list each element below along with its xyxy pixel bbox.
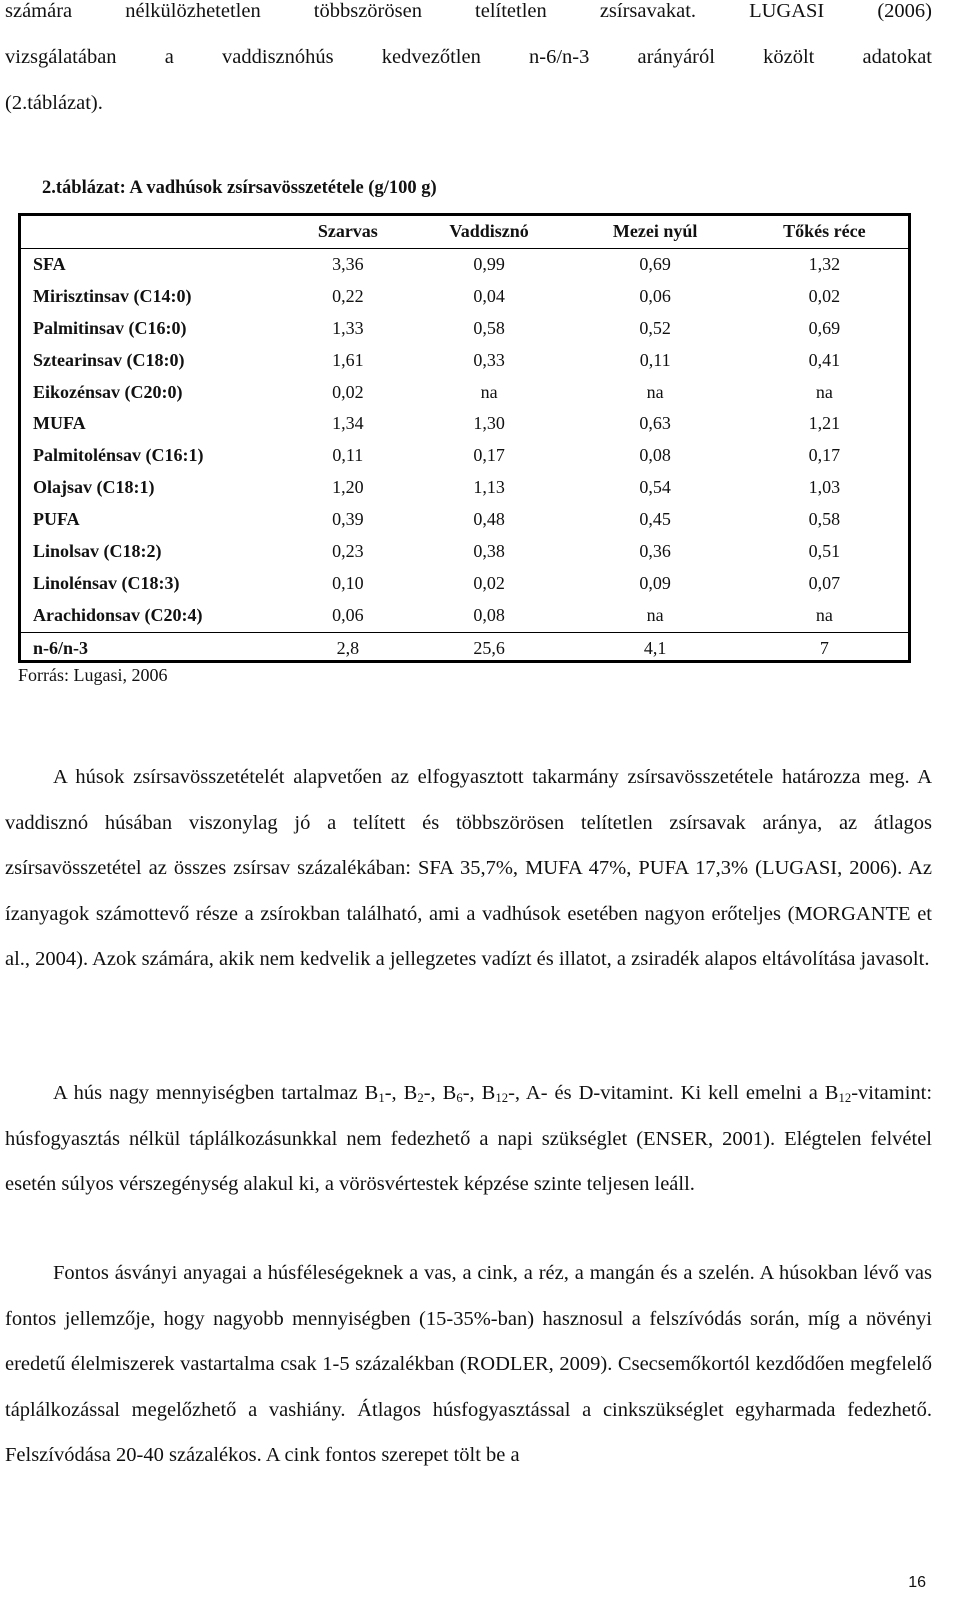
table-cell: 0,17 xyxy=(473,445,505,466)
table-cell: 0,10 xyxy=(332,572,364,593)
table-cell: 0,36 xyxy=(639,541,671,562)
row-label: Arachidonsav (C20:4) xyxy=(33,604,203,625)
table-cell: na xyxy=(815,381,833,402)
column-header-vaddiszno: Vaddisznó xyxy=(409,216,570,248)
table-row xyxy=(21,536,908,568)
table-cell: 0,45 xyxy=(639,509,671,530)
row-label: Linolénsav (C18:3) xyxy=(33,572,180,593)
table-cell: 0,04 xyxy=(473,285,505,306)
table-cell: 0,06 xyxy=(332,604,364,625)
table-cell: 0,38 xyxy=(473,541,505,562)
row-label: n-6/n-3 xyxy=(21,632,287,664)
table-cell: 0,41 xyxy=(808,349,841,370)
vitamins-text-1: A hús nagy mennyiségben tartalmaz B xyxy=(53,1082,379,1104)
table-row xyxy=(21,600,908,632)
table-row xyxy=(21,313,908,345)
page-number: 16 xyxy=(908,1574,926,1591)
table-cell: 1,20 xyxy=(332,477,364,498)
table-cell: 0,69 xyxy=(639,253,671,274)
table-cell: 1,61 xyxy=(332,349,364,370)
vitamins-sub-3: 6 xyxy=(456,1091,463,1106)
table-cell: 3,36 xyxy=(332,253,364,274)
table-cell: 0,58 xyxy=(808,509,841,530)
table-header-corner xyxy=(21,216,287,248)
table-row xyxy=(21,632,908,664)
table-cell: 0,51 xyxy=(808,541,841,562)
table-cell: na xyxy=(646,604,664,625)
table-cell: 2,8 xyxy=(287,632,409,664)
row-label: Palmitolénsav (C16:1) xyxy=(33,445,204,466)
table-cell: 0,52 xyxy=(639,317,671,338)
column-header-mezei-nyul: Mezei nyúl xyxy=(570,216,741,248)
table-cell: 1,33 xyxy=(332,317,364,338)
table-cell: 0,09 xyxy=(639,572,671,593)
table-cell: na xyxy=(480,381,498,402)
paragraph-minerals: Fontos ásványi anyagai a húsféleségeknek a vas, a cink, a réz, a mangán és a szelén. A húsokban lévő vas fontos jellemzője, hogy nagyobb mennyiségben (15-35%-ban) hasznosul a felszívódás során, míg a növényi eredetű élelmiszerek vastartalma csak 1-5 százalékban (RODLER, 2009). Csecsemőkortól kezdődően megfelelő táplálkozással megelőzhető a vashiány. Átlagos húsfogyasztással a cinkszükséglet egyharmada fedezhető. Felszívódása 20-40 százalékos. A cink fontos szerepet tölt be a xyxy=(5,1262,932,1466)
row-label: Palmitinsav (C16:0) xyxy=(33,317,187,338)
table-cell: 7 xyxy=(741,632,908,664)
vitamins-text-5: -, A- és D-vitamint. Ki kell emelni a B xyxy=(508,1082,839,1104)
table-cell: 1,13 xyxy=(473,477,505,498)
vitamins-text-4: -, B xyxy=(462,1082,496,1104)
paragraph-vitamins xyxy=(5,1071,932,1208)
table-cell: 0,02 xyxy=(808,285,841,306)
table-cell: 0,11 xyxy=(639,349,671,370)
row-label: Mirisztinsav (C14:0) xyxy=(33,285,192,306)
table-row xyxy=(21,377,908,409)
table-row xyxy=(21,345,908,377)
table-source: Forrás: Lugasi, 2006 xyxy=(18,665,168,685)
table-cell: 1,34 xyxy=(332,413,364,434)
column-header-szarvas: Szarvas xyxy=(287,216,409,248)
row-label: Sztearinsav (C18:0) xyxy=(33,349,185,370)
row-label: Olajsav (C18:1) xyxy=(33,477,155,498)
table-cell: 0,33 xyxy=(473,349,505,370)
vitamins-text-6: -vitamint: húsfogyasztás nélkül táplálkozásunkkal nem fedezhető a napi szükséglet (ENSER, 2001). Elégtelen felvétel esetén súlyos vérszegénység alakul ki, a vörösvértestek képzése szinte teljesen leáll. xyxy=(5,1082,933,1195)
vitamins-text-3: -, B xyxy=(423,1082,457,1104)
table-cell: 1,21 xyxy=(808,413,841,434)
top-paragraph-line-3: (2.táblázat). xyxy=(5,92,103,114)
table-cell: 0,07 xyxy=(808,572,841,593)
table-cell: 0,63 xyxy=(639,413,671,434)
column-header-tokes-rece: Tőkés réce xyxy=(741,216,908,248)
table-cell: 0,06 xyxy=(639,285,671,306)
table-cell: 4,1 xyxy=(570,632,741,664)
vitamins-sub-4: 12 xyxy=(495,1091,509,1106)
table-cell: 0,39 xyxy=(332,509,364,530)
table-cell: 0,58 xyxy=(473,317,505,338)
vitamins-sub-5: 12 xyxy=(838,1091,852,1106)
table-cell: 1,30 xyxy=(473,413,505,434)
vitamins-sub-2: 2 xyxy=(417,1091,424,1106)
table-cell: 0,08 xyxy=(639,445,671,466)
top-paragraph-line-2: vizsgálatában a vaddisznóhús kedvezőtlen n-6/n-3 arányáról közölt adatokat xyxy=(5,46,932,68)
table-cell: 0,11 xyxy=(332,445,364,466)
table-row xyxy=(21,408,908,440)
table-cell: 0,99 xyxy=(473,253,505,274)
table-cell: 0,02 xyxy=(332,381,364,402)
vitamins-text-2: -, B xyxy=(384,1082,418,1104)
table-cell: 0,17 xyxy=(808,445,841,466)
table-cell: 1,03 xyxy=(808,477,841,498)
top-paragraph-line-1: számára nélkülözhetetlen többszörösen telítetlen zsírsavakat. LUGASI (2006) xyxy=(5,0,932,22)
vitamins-sub-1: 1 xyxy=(378,1091,385,1106)
row-label: SFA xyxy=(33,253,66,274)
fatty-acid-table-grid xyxy=(21,216,908,665)
table-cell: na xyxy=(815,604,833,625)
table-cell: 0,48 xyxy=(473,509,505,530)
row-label: Eikozénsav (C20:0) xyxy=(33,381,183,402)
table-cell: 0,22 xyxy=(332,285,364,306)
table-row xyxy=(21,504,908,536)
table-cell: 0,02 xyxy=(473,572,505,593)
table-cell: 1,32 xyxy=(808,253,841,274)
table-row xyxy=(21,440,908,472)
row-label: MUFA xyxy=(33,413,86,434)
table-header-row xyxy=(21,216,908,248)
row-label: Linolsav (C18:2) xyxy=(33,541,162,562)
table-cell: 0,54 xyxy=(639,477,671,498)
top-paragraph xyxy=(5,0,932,126)
table-cell: 25,6 xyxy=(409,632,570,664)
table-caption: 2.táblázat: A vadhúsok zsírsavösszetétele (g/100 g) xyxy=(42,178,437,198)
fatty-acid-table xyxy=(18,213,911,663)
table-cell: 0,69 xyxy=(808,317,841,338)
table-cell: 0,23 xyxy=(332,541,364,562)
table-row xyxy=(21,281,908,313)
table-cell: 0,08 xyxy=(473,604,505,625)
row-label: PUFA xyxy=(33,509,80,530)
table-row xyxy=(21,248,908,280)
table-row xyxy=(21,568,908,600)
paragraph-fatty-acids: A húsok zsírsavösszetételét alapvetően az elfogyasztott takarmány zsírsavösszetétele határozza meg. A vaddisznó húsában viszonylag jó a telített és többszörösen telítetlen zsírsavak aránya, az átlagos zsírsavösszetétel az összes zsírsav százalékában: SFA 35,7%, MUFA 47%, PUFA 17,3% (LUGASI, 2006). Az ízanyagok számottevő része a zsírokban található, ami a vadhúsok esetében nagyon erőteljes (MORGANTE et al., 2004). Azok számára, akik nem kedvelik a jellegzetes vadízt és illatot, a zsiradék alapos eltávolítása javasolt. xyxy=(5,766,932,970)
table-row xyxy=(21,472,908,504)
table-cell: na xyxy=(646,381,664,402)
